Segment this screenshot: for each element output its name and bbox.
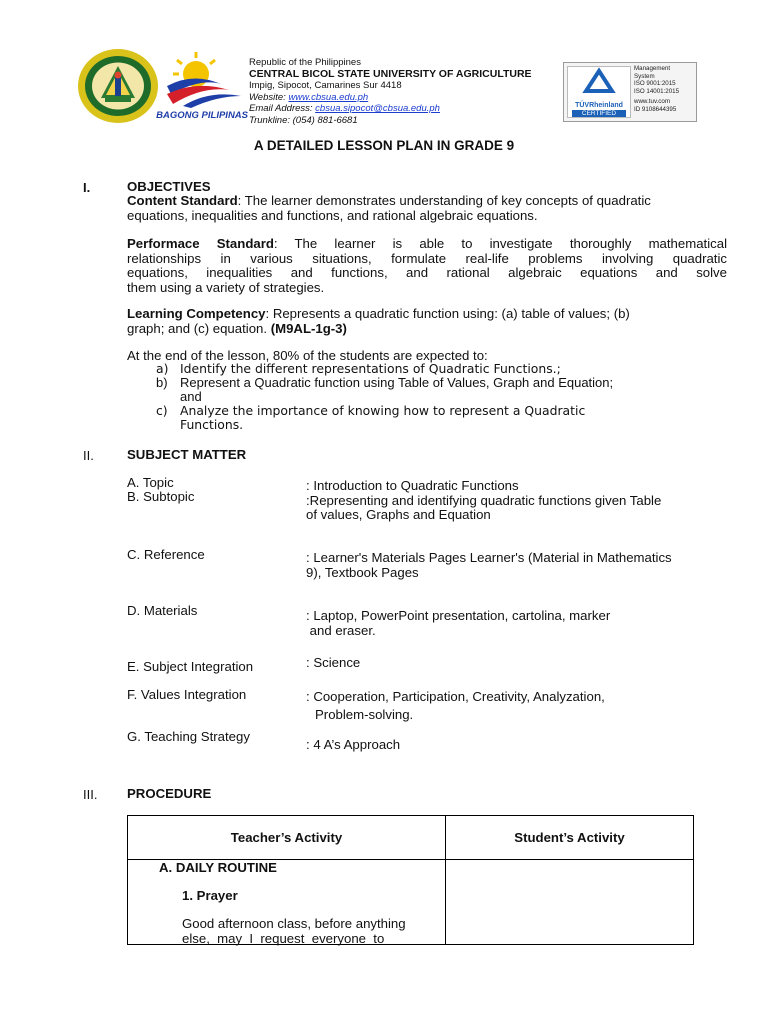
materials-value: : Laptop, PowerPoint presentation, cartolina, marker and eraser. — [306, 608, 611, 638]
performance-standard-label: Performace Standard — [127, 236, 274, 251]
materials-label: D. Materials — [127, 603, 198, 618]
section-numeral-subject: II. — [83, 448, 94, 463]
reference-value: : Learner's Materials Pages Learner's (Material in Mathematics 9), Textbook Pages — [306, 550, 672, 580]
trunkline: Trunkline: (054) 881-6681 — [249, 114, 358, 126]
prayer-text: Good afternoon class, before anything else, may I request everyone to — [182, 916, 406, 946]
mgmt-line1: Management — [634, 65, 671, 72]
website-link[interactable]: www.cbsua.edu.ph — [288, 91, 369, 103]
address-line: Impig, Sipocot, Camarines Sur 4418 — [249, 80, 402, 91]
values-integration-label: F. Values Integration — [127, 687, 247, 702]
website-line: Website: www.cbsua.edu.ph — [249, 91, 369, 103]
document-title: A DETAILED LESSON PLAN IN GRADE 9 — [253, 138, 515, 153]
student-activity-cell — [446, 860, 694, 945]
procedure-table — [127, 815, 694, 945]
section-numeral-procedure: III. — [83, 787, 98, 802]
list-item: b) Represent a Quadratic function using Table of Values, Graph and Equation; — [156, 375, 614, 390]
table-row — [128, 860, 694, 945]
bagong-pilipinas-logo — [156, 50, 248, 122]
teaching-strategy-label: G. Teaching Strategy — [127, 729, 250, 744]
topic-values: : Introduction to Quadratic Functions :Representing and identifying quadratic functions given Table of values, Graphs and Equation — [306, 479, 726, 523]
competency-code: (M9AL-1g-3) — [270, 320, 347, 336]
teacher-activity-header: Teacher’s Activity — [128, 816, 446, 860]
iso-14001: ISO 14001:2015 — [634, 87, 680, 95]
learning-competency-label: Learning Competency — [127, 306, 266, 321]
iso-9001: ISO 9001:2015 — [634, 80, 676, 88]
cert-id: ID 9108644395 — [634, 105, 677, 113]
content-standard-label: Content Standard — [127, 193, 238, 208]
mgmt-line2: System — [634, 72, 655, 80]
tuv-certified: CERTIFIED — [572, 110, 626, 117]
procedure-heading: PROCEDURE — [127, 786, 212, 801]
performance-standard: Performace Standard: The learner is able to investigate thoroughly mathematical relationships in various situations, formulate real-life problems involving quadratic equations, inequalities and functions, and rational algebraic equations and solve them using a variety of strategies. — [127, 236, 727, 295]
values-integration-value: : Cooperation, Participation, Creativity, Analyzation, Problem-solving. — [306, 689, 605, 722]
reference-label: C. Reference — [127, 547, 205, 562]
republic-line: Republic of the Philippines — [249, 57, 361, 68]
content-standard: Content Standard: The learner demonstrates understanding of key concepts of quadratic equations, inequalities and functions, and rational algebraic equations. — [127, 193, 651, 223]
topic-value: : Introduction to Quadratic Functions — [306, 478, 519, 493]
teacher-activity-cell — [128, 860, 446, 945]
tuv-brand: TÜVRheinland — [575, 102, 623, 109]
bagong-pilipinas-text: BAGONG PILIPINAS — [156, 110, 248, 121]
university-name: CENTRAL BICOL STATE UNIVERSITY OF AGRICULTURE — [249, 67, 532, 80]
list-item: c) Analyze the importance of knowing how to represent a Quadratic — [156, 403, 586, 418]
subject-integration-value: : Science — [306, 655, 361, 670]
letterhead — [249, 57, 532, 126]
section-numeral-objectives: I. — [83, 180, 91, 195]
teaching-strategy-value: : 4 A’s Approach — [306, 737, 401, 752]
list-item: a) Identify the different representations of Quadratic Functions.; — [156, 361, 561, 376]
topic-label: A. Topic — [127, 475, 174, 490]
email-link[interactable]: cbsua.sipocot@cbsua.edu.ph — [315, 103, 440, 114]
table-header-row — [128, 816, 694, 860]
university-seal — [77, 48, 159, 124]
subject-matter-heading: SUBJECT MATTER — [127, 447, 247, 462]
objectives-intro: At the end of the lesson, 80% of the students are expected to: — [127, 348, 488, 363]
tuv-triangle-icon — [568, 67, 630, 97]
objectives-heading: OBJECTIVES — [127, 179, 211, 194]
objectives-list: a) Identify the different representations of Quadratic Functions.; b) Represent a Quadratic function using Table of Values, Graph and Equation; and c) Analyze the importance of knowing how to represent a Quadratic Functions. — [156, 362, 716, 432]
subject-integration-label: E. Subject Integration — [127, 659, 254, 674]
learning-competency: Learning Competency: Represents a quadratic function using: (a) table of values; (b) graph; and (c) equation. (M9AL-1g-3) — [127, 306, 630, 336]
student-activity-header: Student’s Activity — [446, 816, 694, 860]
cert-url: www.tuv.com — [634, 98, 670, 106]
tuv-certification-badge — [563, 62, 697, 122]
subtopic-value: :Representing and identifying quadratic functions given Table — [306, 492, 662, 508]
daily-routine-heading: A. DAILY ROUTINE — [159, 860, 277, 875]
email-line: Email Address: cbsua.sipocot@cbsua.edu.ph — [249, 103, 440, 114]
subtopic-label: B. Subtopic — [127, 489, 195, 504]
prayer-heading: 1. Prayer — [182, 888, 238, 903]
